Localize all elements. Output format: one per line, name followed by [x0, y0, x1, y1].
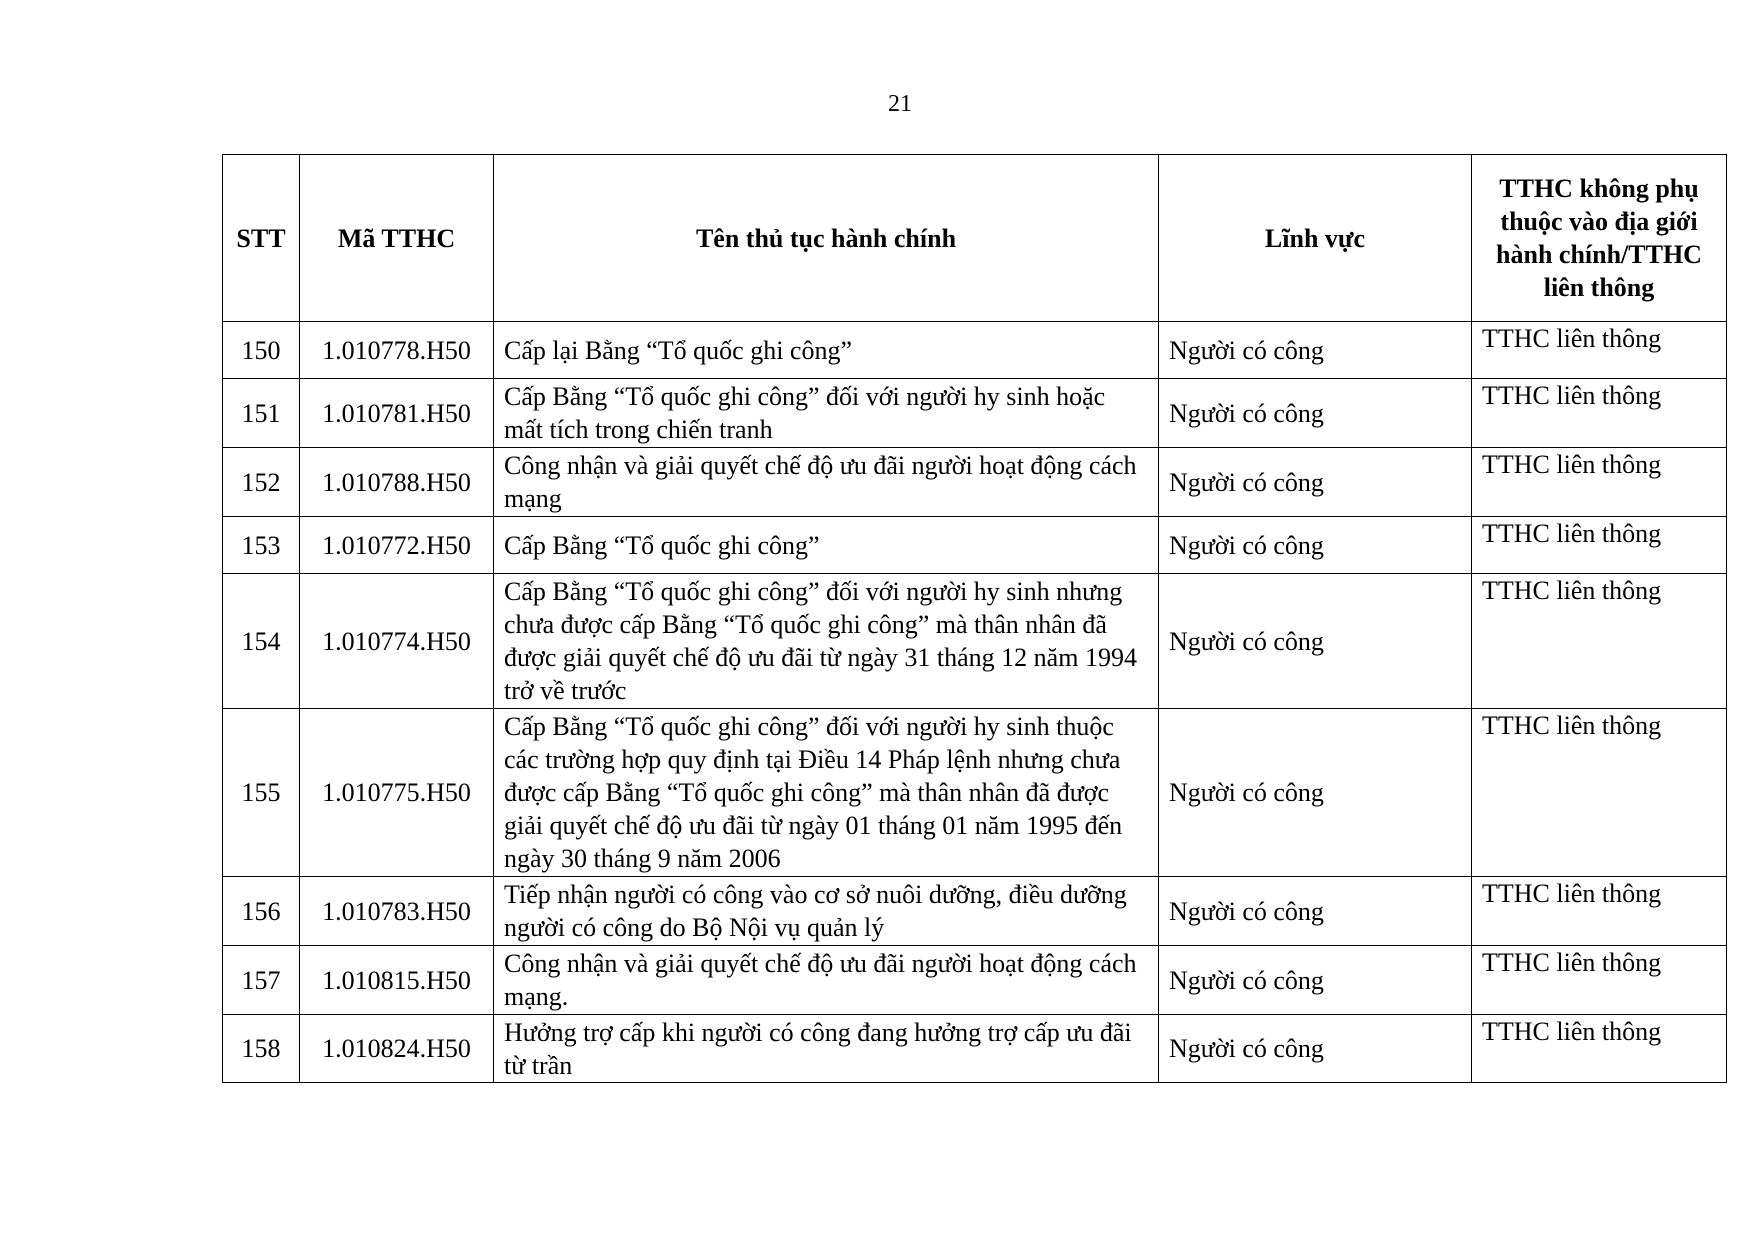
cell-stt: 153: [223, 517, 300, 574]
cell-code: 1.010772.H50: [300, 517, 494, 574]
cell-code: 1.010781.H50: [300, 379, 494, 448]
table-row: [223, 946, 1727, 1015]
table-row: [223, 574, 1727, 709]
cell-stt: 158: [223, 1015, 300, 1083]
cell-field: Người có công: [1159, 877, 1472, 946]
cell-name: Hưởng trợ cấp khi người có công đang hưởng trợ cấp ưu đãi từ trần: [494, 1015, 1159, 1083]
header-field: Lĩnh vực: [1159, 155, 1472, 322]
table-header-row: [223, 155, 1727, 322]
cell-type: TTHC liên thông: [1472, 1015, 1727, 1083]
cell-field: Người có công: [1159, 709, 1472, 877]
header-code: Mã TTHC: [300, 155, 494, 322]
cell-field: Người có công: [1159, 946, 1472, 1015]
table-row: [223, 448, 1727, 517]
cell-type: TTHC liên thông: [1472, 574, 1727, 709]
cell-code: 1.010775.H50: [300, 709, 494, 877]
cell-field: Người có công: [1159, 517, 1472, 574]
cell-stt: 150: [223, 322, 300, 379]
cell-stt: 152: [223, 448, 300, 517]
cell-code: 1.010774.H50: [300, 574, 494, 709]
cell-name: Cấp Bằng “Tổ quốc ghi công” đối với người hy sinh hoặc mất tích trong chiến tranh: [494, 379, 1159, 448]
cell-name: Cấp Bằng “Tổ quốc ghi công”: [494, 517, 1159, 574]
table-row: [223, 1015, 1727, 1083]
table-row: [223, 517, 1727, 574]
header-stt: STT: [223, 155, 300, 322]
cell-name: Cấp Bằng “Tổ quốc ghi công” đối với người hy sinh nhưng chưa được cấp Bằng “Tổ quốc ghi công” mà thân nhân đã được giải quyết chế độ ưu đãi từ ngày 31 tháng 12 năm 1994 trở về trước: [494, 574, 1159, 709]
cell-code: 1.010824.H50: [300, 1015, 494, 1083]
cell-type: TTHC liên thông: [1472, 448, 1727, 517]
cell-field: Người có công: [1159, 448, 1472, 517]
table-row: [223, 379, 1727, 448]
header-type: TTHC không phụ thuộc vào địa giới hành chính/TTHC liên thông: [1472, 155, 1727, 322]
cell-field: Người có công: [1159, 574, 1472, 709]
cell-type: TTHC liên thông: [1472, 877, 1727, 946]
cell-type: TTHC liên thông: [1472, 379, 1727, 448]
cell-type: TTHC liên thông: [1472, 517, 1727, 574]
cell-field: Người có công: [1159, 322, 1472, 379]
cell-type: TTHC liên thông: [1472, 709, 1727, 877]
cell-name: Công nhận và giải quyết chế độ ưu đãi người hoạt động cách mạng: [494, 448, 1159, 517]
cell-name: Cấp Bằng “Tổ quốc ghi công” đối với người hy sinh thuộc các trường hợp quy định tại Điều 14 Pháp lệnh nhưng chưa được cấp Bằng “Tổ quốc ghi công” mà thân nhân đã được giải quyết chế độ ưu đãi từ ngày 01 tháng 01 năm 1995 đến ngày 30 tháng 9 năm 2006: [494, 709, 1159, 877]
cell-stt: 155: [223, 709, 300, 877]
page-number: 21: [888, 91, 912, 117]
cell-code: 1.010783.H50: [300, 877, 494, 946]
header-name: Tên thủ tục hành chính: [494, 155, 1159, 322]
cell-type: TTHC liên thông: [1472, 322, 1727, 379]
table-row: [223, 709, 1727, 877]
cell-stt: 154: [223, 574, 300, 709]
cell-name: Cấp lại Bằng “Tổ quốc ghi công”: [494, 322, 1159, 379]
table-row: [223, 322, 1727, 379]
cell-field: Người có công: [1159, 379, 1472, 448]
table-row: [223, 877, 1727, 946]
procedures-table: [222, 154, 1727, 1083]
cell-name: Công nhận và giải quyết chế độ ưu đãi người hoạt động cách mạng.: [494, 946, 1159, 1015]
cell-code: 1.010815.H50: [300, 946, 494, 1015]
cell-stt: 157: [223, 946, 300, 1015]
cell-stt: 151: [223, 379, 300, 448]
cell-type: TTHC liên thông: [1472, 946, 1727, 1015]
cell-field: Người có công: [1159, 1015, 1472, 1083]
cell-code: 1.010778.H50: [300, 322, 494, 379]
cell-name: Tiếp nhận người có công vào cơ sở nuôi dưỡng, điều dưỡng người có công do Bộ Nội vụ quản lý: [494, 877, 1159, 946]
cell-stt: 156: [223, 877, 300, 946]
cell-code: 1.010788.H50: [300, 448, 494, 517]
